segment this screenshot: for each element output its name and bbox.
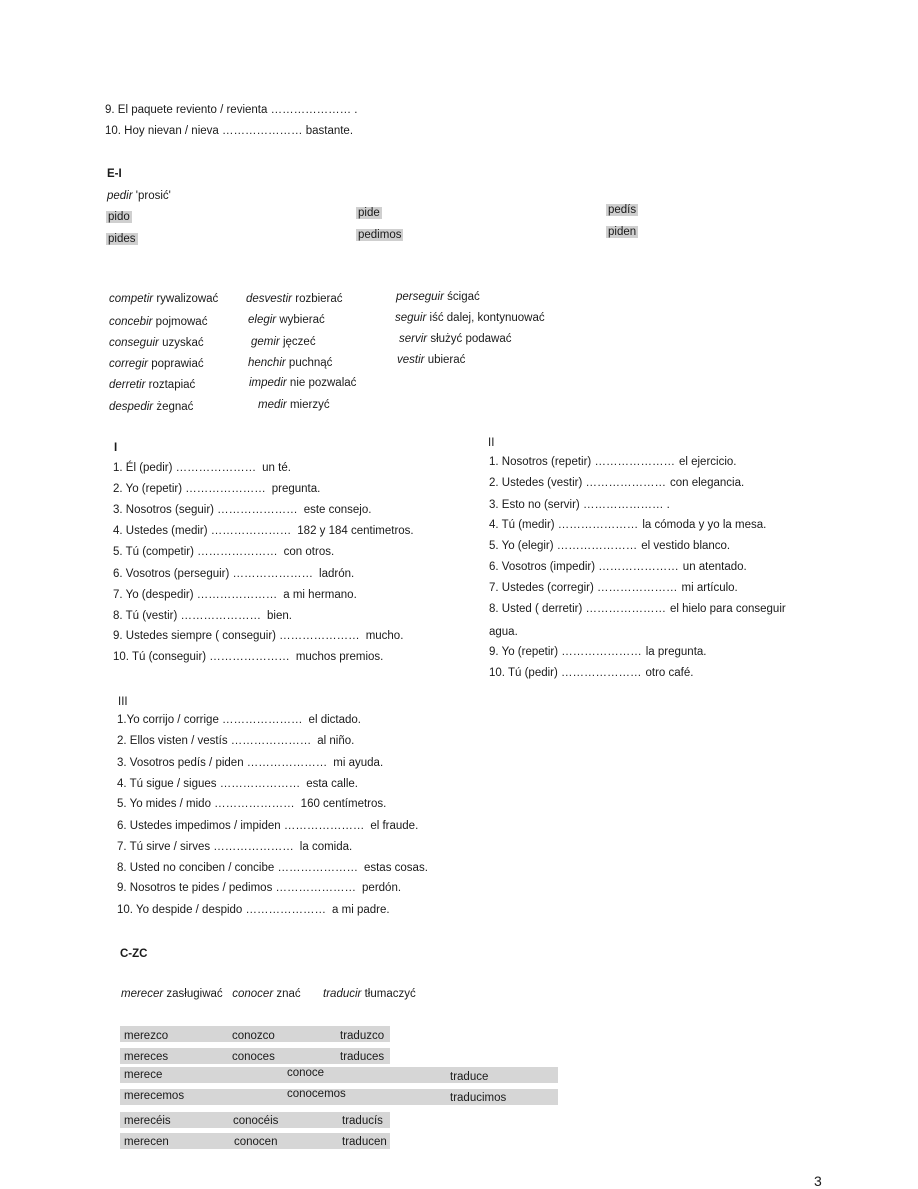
verb-entry: [109, 337, 204, 349]
exercise-prompt: 9. Nosotros te pides / pedimos …………………: [117, 882, 357, 894]
exercise-line: [489, 519, 766, 531]
exercise-line: [117, 882, 401, 894]
exercise-line: [117, 904, 390, 916]
exercise-line: [113, 568, 354, 580]
exercise-line: [117, 714, 361, 726]
ei-form-5: pedís: [608, 204, 637, 216]
exercise-prompt: 5. Yo mides / mido …………………: [117, 798, 295, 810]
exercise-prompt: 2. Ellos visten / vestís …………………: [117, 735, 312, 747]
conjugation-cell: traducen: [342, 1136, 387, 1148]
ei-gloss: 'prosić': [135, 190, 171, 202]
conjugation-cell: conoces: [232, 1051, 275, 1063]
exercise-line: [117, 841, 352, 853]
exercise-tail: otro café.: [645, 667, 694, 679]
exercise-tail: ladrón.: [319, 568, 355, 580]
verb: elegir: [248, 314, 277, 326]
czc-title: C-ZC: [120, 948, 148, 960]
ei-form-3: pide: [358, 207, 380, 219]
intro-line-9: 9. El paquete reviento / revienta ………………… .: [105, 104, 358, 116]
exercise-tail: con elegancia.: [670, 477, 745, 489]
verb-entry: [395, 312, 545, 324]
verb-translation: rywalizować: [156, 293, 219, 305]
ei-form-1: pido: [108, 211, 130, 223]
verb-translation: tłumaczyć: [364, 988, 416, 1000]
exercise-tail: muchos premios.: [295, 651, 384, 663]
verb-entry: [109, 316, 207, 328]
exercise-prompt: 3. Vosotros pedís / piden …………………: [117, 757, 328, 769]
verb-translation: żegnać: [156, 401, 194, 413]
exercise-line: [113, 504, 371, 516]
exercise-prompt: 3. Nosotros (seguir) …………………: [113, 504, 298, 516]
verb: competir: [109, 293, 154, 305]
exercise-line: [113, 483, 320, 495]
exercise-prompt: 8. Usted no conciben / concibe …………………: [117, 862, 358, 874]
verb: gemir: [251, 336, 280, 348]
conjugation-cell: conocen: [234, 1136, 278, 1148]
ei-verb: pedir: [107, 190, 133, 202]
exercise-tail: perdón.: [362, 882, 402, 894]
exercise-prompt: 1. Él (pedir) …………………: [113, 462, 257, 474]
exercise-line: [489, 499, 674, 511]
conjugation-cell: mereces: [124, 1051, 169, 1063]
verb: merecer: [121, 988, 164, 1000]
ei-form-4: pedimos: [358, 229, 402, 241]
verb-translation: znać: [276, 988, 301, 1000]
table-band: [120, 1067, 558, 1083]
exercise-tail: un atentado.: [682, 561, 747, 573]
exercise-prompt: 6. Vosotros (impedir) …………………: [489, 561, 679, 573]
exercise-line: [117, 862, 428, 874]
exercise-line: [489, 626, 522, 638]
conjugation-cell: merezco: [124, 1030, 169, 1042]
exercise-tail: el ejercicio.: [678, 456, 737, 468]
exercise-prompt: 7. Yo (despedir) …………………: [113, 589, 278, 601]
verb: traducir: [323, 988, 362, 1000]
exercise-line: [117, 757, 383, 769]
exercise-tail: este consejo.: [303, 504, 372, 516]
verb-entry: [109, 293, 218, 305]
exercise-prompt: 6. Ustedes impedimos / impiden …………………: [117, 820, 365, 832]
verb-translation: zasługiwać: [166, 988, 223, 1000]
exercise-line: [489, 582, 738, 594]
exercise-tail: la pregunta.: [645, 646, 707, 658]
exercise-prompt: 9. Yo (repetir) …………………: [489, 646, 642, 658]
verb: corregir: [109, 358, 148, 370]
exercise-tail: bien.: [267, 610, 292, 622]
conjugation-cell: conozco: [232, 1030, 275, 1042]
exercise-tail: la comida.: [299, 841, 353, 853]
exercise-prompt: 10. Tú (conseguir) …………………: [113, 651, 290, 663]
verb: conocer: [232, 988, 274, 1000]
conjugation-cell: traducís: [342, 1115, 383, 1127]
verb-translation: ubierać: [427, 354, 466, 366]
ei-form-2: pides: [108, 233, 136, 245]
verb: impedir: [249, 377, 287, 389]
verb-translation: roztapiać: [148, 379, 196, 391]
exercise-prompt: 1. Nosotros (repetir) …………………: [489, 456, 675, 468]
verb-entry: [109, 358, 204, 370]
exercise-line: [113, 651, 383, 663]
exercise-prompt: 6. Vosotros (perseguir) …………………: [113, 568, 314, 580]
verb-translation: poprawiać: [151, 358, 204, 370]
exercise-prompt: 4. Tú (medir) …………………: [489, 519, 639, 531]
exercise-prompt: 2. Ustedes (vestir) …………………: [489, 477, 666, 489]
verb-entry: [248, 357, 332, 369]
exercise-tail: la cómoda y yo la mesa.: [642, 519, 767, 531]
ei-form-6: piden: [608, 226, 637, 238]
exercise-line: [489, 646, 706, 658]
verb: concebir: [109, 316, 153, 328]
verb-entry: [109, 401, 193, 413]
exercise-prompt: 5. Yo (elegir) …………………: [489, 540, 638, 552]
exercise-tail: el fraude.: [370, 820, 419, 832]
exercise-prompt: 9. Ustedes siempre ( conseguir) …………………: [113, 630, 360, 642]
conjugation-cell: traduces: [340, 1051, 385, 1063]
verb: seguir: [395, 312, 427, 324]
verb-entry: [109, 379, 195, 391]
conjugation-cell: merecen: [124, 1136, 169, 1148]
exercise-line: [489, 456, 736, 468]
verb: derretir: [109, 379, 146, 391]
verb-entry: [248, 314, 325, 326]
exercise-prompt: 3. Esto no (servir) ………………… .: [489, 499, 670, 511]
czc-verb-line: [121, 988, 416, 1000]
exercise-tail: a mi padre.: [332, 904, 390, 916]
exercise-tail: con otros.: [283, 546, 335, 558]
verb-entry: [251, 336, 316, 348]
exercise-prompt: 2. Yo (repetir) …………………: [113, 483, 266, 495]
exercise-line: [117, 735, 354, 747]
exercise-tail: mucho.: [365, 630, 404, 642]
verb-translation: nie pozwalać: [289, 377, 357, 389]
exercise-line: [113, 589, 357, 601]
exercise-line: [113, 610, 292, 622]
verb-translation: mierzyć: [289, 399, 330, 411]
exercise-line: [489, 561, 747, 573]
verb: perseguir: [396, 291, 444, 303]
verb-entry: [399, 333, 512, 345]
verb-entry: [258, 399, 330, 411]
verb-translation: rozbierać: [295, 293, 343, 305]
verb-entry: [396, 291, 480, 303]
exercise-line: [117, 798, 386, 810]
verb-entry: [397, 354, 465, 366]
exercise-prompt: 1.Yo corrijo / corrige …………………: [117, 714, 303, 726]
verb-translation: uzyskać: [162, 337, 204, 349]
exercise-tail: esta calle.: [306, 778, 358, 790]
exercise-tail: mi ayuda.: [333, 757, 384, 769]
exercise-tail: al niño.: [317, 735, 355, 747]
exercise-line: [489, 603, 786, 615]
verb: despedir: [109, 401, 154, 413]
verb: conseguir: [109, 337, 159, 349]
verb-entry: [249, 377, 356, 389]
exercise-tail: 160 centímetros.: [300, 798, 387, 810]
verb-translation: służyć podawać: [430, 333, 512, 345]
exercise-line: [113, 525, 414, 537]
conjugation-cell: merecéis: [124, 1115, 171, 1127]
exercise-tail: un té.: [262, 462, 291, 474]
verb-translation: iść dalej, kontynuować: [429, 312, 545, 324]
exercise-2-title: II: [488, 437, 495, 449]
ei-title: E-I: [107, 168, 122, 180]
exercise-line: [489, 667, 693, 679]
exercise-prompt: 4. Tú sigue / sigues …………………: [117, 778, 301, 790]
intro-line-10-prompt: 10. Hoy nievan / nieva …………………: [105, 125, 303, 137]
exercise-tail: estas cosas.: [363, 862, 428, 874]
exercise-tail: el hielo para conseguir: [670, 603, 786, 615]
verb: desvestir: [246, 293, 293, 305]
verb: vestir: [397, 354, 425, 366]
conjugation-cell: traducimos: [450, 1092, 507, 1104]
exercise-prompt: 10. Yo despide / despido …………………: [117, 904, 327, 916]
verb: servir: [399, 333, 428, 345]
exercise-line: [489, 477, 744, 489]
verb: medir: [258, 399, 287, 411]
exercise-3-title: III: [118, 696, 128, 708]
exercise-prompt: 5. Tú (competir) …………………: [113, 546, 278, 558]
exercise-prompt: 8. Tú (vestir) …………………: [113, 610, 262, 622]
exercise-line: [113, 630, 403, 642]
page-number: 3: [814, 1173, 822, 1189]
exercise-prompt: 7. Ustedes (corregir) …………………: [489, 582, 678, 594]
verb-translation: pojmować: [155, 316, 208, 328]
exercise-tail: 182 y 184 centimetros.: [297, 525, 414, 537]
verb: henchir: [248, 357, 286, 369]
conjugation-cell: traduzco: [340, 1030, 385, 1042]
exercise-line: [113, 462, 291, 474]
verb-translation: wybierać: [279, 314, 325, 326]
exercise-prompt: agua.: [489, 626, 518, 638]
exercise-prompt: 7. Tú sirve / sirves …………………: [117, 841, 294, 853]
intro-line-10: [105, 125, 353, 137]
verb-translation: jęczeć: [282, 336, 316, 348]
exercise-line: [117, 820, 418, 832]
exercise-tail: pregunta.: [271, 483, 321, 495]
exercise-prompt: 4. Ustedes (medir) …………………: [113, 525, 292, 537]
conjugation-cell: traduce: [450, 1071, 489, 1083]
exercise-line: [117, 778, 358, 790]
exercise-1-title: I: [114, 442, 118, 454]
exercise-tail: a mi hermano.: [283, 589, 357, 601]
exercise-tail: mi artículo.: [681, 582, 738, 594]
exercise-line: [489, 540, 730, 552]
conjugation-cell: merecemos: [124, 1090, 185, 1102]
conjugation-cell: conocemos: [287, 1088, 346, 1100]
conjugation-cell: conocéis: [233, 1115, 279, 1127]
verb-entry: [246, 293, 343, 305]
verb-translation: puchnąć: [288, 357, 333, 369]
exercise-line: [113, 546, 334, 558]
intro-line-10-tail: bastante.: [305, 125, 354, 137]
exercise-prompt: 10. Tú (pedir) …………………: [489, 667, 642, 679]
exercise-prompt: 8. Usted ( derretir) …………………: [489, 603, 666, 615]
exercise-tail: el vestido blanco.: [641, 540, 731, 552]
ei-verb-line: [107, 190, 171, 202]
conjugation-cell: merece: [124, 1069, 163, 1081]
conjugation-cell: conoce: [287, 1067, 325, 1079]
verb-translation: ścigać: [447, 291, 480, 303]
exercise-tail: el dictado.: [308, 714, 361, 726]
